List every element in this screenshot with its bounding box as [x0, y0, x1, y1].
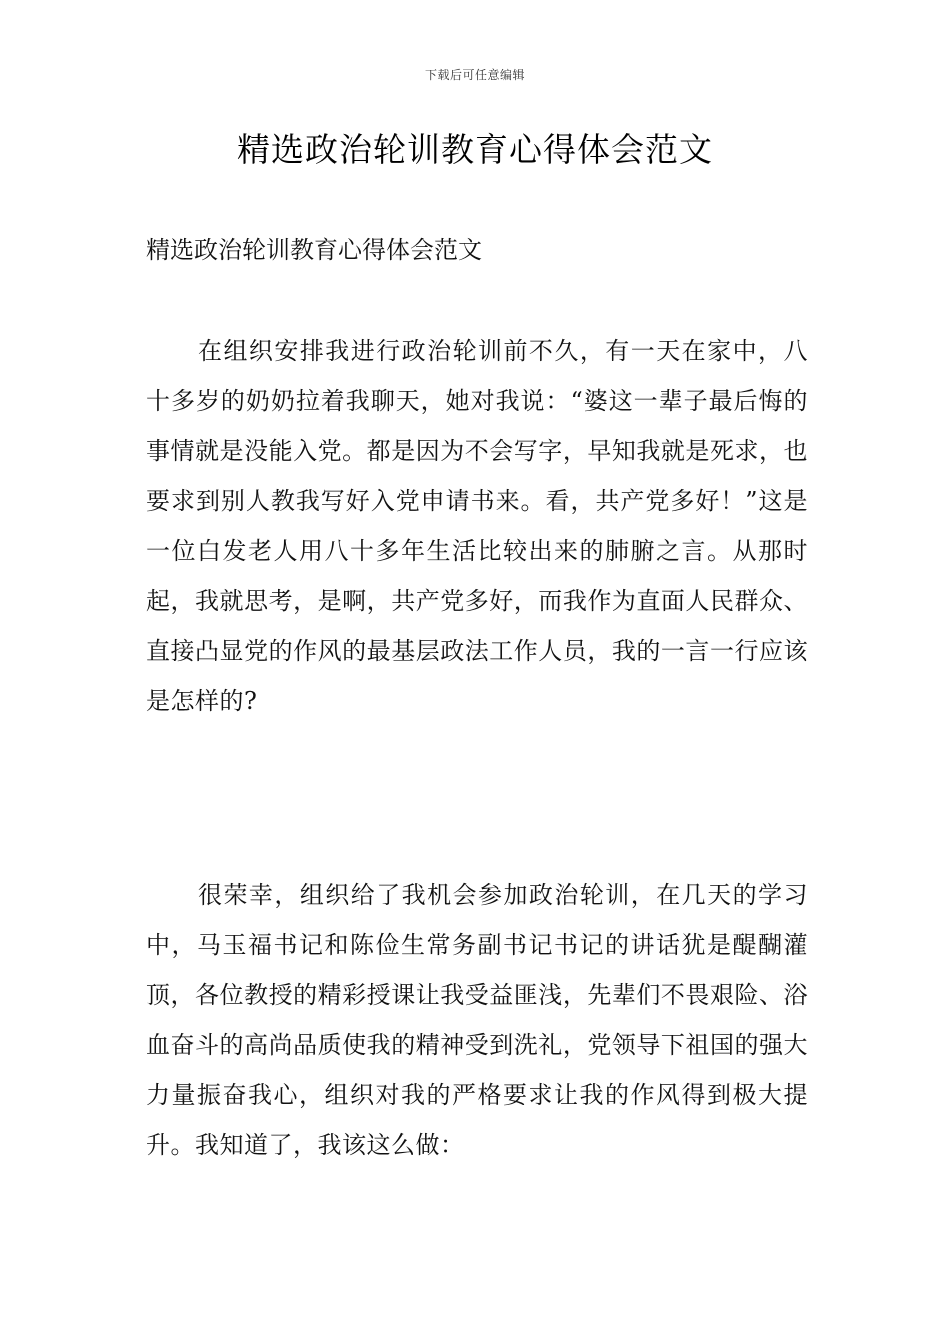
- document-subtitle: 精选政治轮训教育心得体会范文: [146, 236, 482, 264]
- header-note: 下载后可任意编辑: [424, 68, 525, 82]
- document-title: 精选政治轮训教育心得体会范文: [237, 130, 713, 169]
- paragraph-2: 很荣幸，组织给了我机会参加政治轮训，在几天的学习中，马玉福书记和陈俭生常务副书记书记的讲话犹是醍醐灌顶，各位教授的精彩授课让我受益匪浅，先辈们不畏艰险、浴血奋斗的高尚品质使我的精神受到洗礼，党领导下祖国的强大力量振奋我心，组织对我的严格要求让我的作风得到极大提升。我知道了，我该这么做：: [146, 881, 808, 1159]
- paragraph-1: 在组织安排我进行政治轮训前不久，有一天在家中，八十多岁的奶奶拉着我聊天，她对我说：“婆这一辈子最后悔的事情就是没能入党。都是因为不会写字，早知我就是死求，也要求到别人教我写好入党申请书来。看，共产党多好！”这是一位白发老人用八十多年生活比较出来的肺腑之言。从那时起，我就思考，是啊，共产党多好，而我作为直面人民群众、直接凸显党的作风的最基层政法工作人员，我的一言一行应该是怎样的?: [146, 337, 808, 715]
